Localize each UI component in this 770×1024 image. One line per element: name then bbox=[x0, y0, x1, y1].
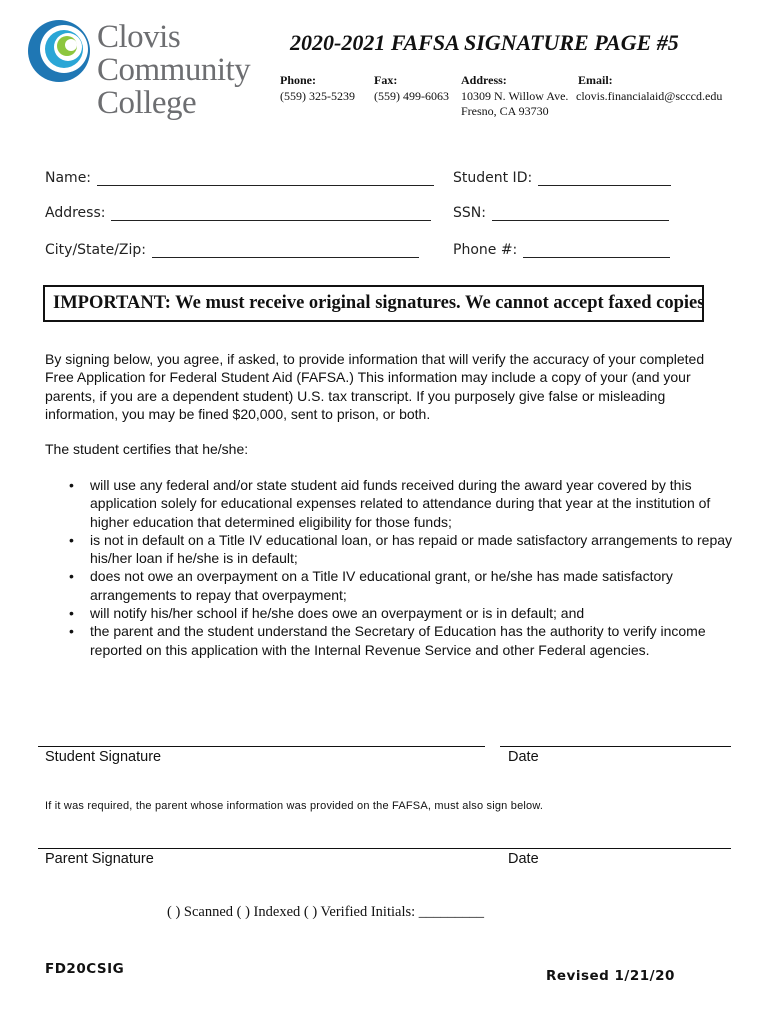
bullet-icon: • bbox=[69, 531, 74, 548]
address-field-label: Address: bbox=[45, 205, 106, 221]
address-label: Address: bbox=[461, 73, 507, 87]
list-item-text: will notify his/her school if he/she does owe an overpayment or is in default; and bbox=[90, 605, 585, 622]
city-state-zip-label: City/State/Zip: bbox=[45, 242, 147, 258]
office-use-checklist: ( ) Scanned ( ) Indexed ( ) Verified Initials: _________ bbox=[167, 904, 485, 920]
phone-value: (559) 325-5239 bbox=[280, 89, 355, 103]
phone-field[interactable] bbox=[453, 242, 670, 258]
name-label: Name: bbox=[45, 170, 92, 186]
bullet-icon: • bbox=[69, 623, 74, 640]
student-id-field[interactable] bbox=[453, 170, 671, 186]
list-item bbox=[45, 622, 735, 659]
logo-text-clovis: Clovis bbox=[97, 19, 181, 55]
parent-date-label: Date bbox=[508, 851, 539, 867]
college-logo-icon bbox=[26, 18, 92, 84]
parent-note: If it was required, the parent whose information was provided on the FAFSA, must also sign below. bbox=[45, 800, 544, 812]
page-title: 2020-2021 FAFSA SIGNATURE PAGE #5 bbox=[290, 30, 679, 55]
logo-text-community: Community bbox=[97, 52, 251, 88]
revised-date: Revised 1/21/20 bbox=[546, 968, 675, 984]
list-item-text: does not owe an overpayment on a Title IV educational grant, or he/she has made satisfactory arrangements to repay that overpayment; bbox=[90, 568, 673, 603]
bullet-icon: • bbox=[69, 605, 74, 622]
list-item-text: will use any federal and/or state student aid funds received during the award year covered by this application solely for educational expenses related to attendance during that year at the institution of higher education that determined eligibility for those funds; bbox=[90, 477, 711, 530]
address-line[interactable] bbox=[111, 206, 431, 221]
email-label: Email: bbox=[578, 73, 613, 87]
fax-label: Fax: bbox=[374, 73, 398, 87]
ssn-label: SSN: bbox=[453, 205, 486, 221]
address-line1: 10309 N. Willow Ave. bbox=[461, 89, 569, 103]
intro-paragraph: By signing below, you agree, if asked, to provide information that will verify the accuracy of your completed Free Application for Federal Student Aid (FAFSA.) This information may include a copy of your (and your parents, if you are a dependent student) U.S. tax transcript. If you purposely give false or misleading information, you may be fined $20,000, sent to prison, or both. bbox=[45, 351, 705, 422]
email-value: clovis.financialaid@scccd.edu bbox=[576, 89, 723, 103]
student-date-label: Date bbox=[508, 749, 539, 765]
ssn-line[interactable] bbox=[492, 206, 669, 221]
important-notice: IMPORTANT: We must receive original signatures. We cannot accept faxed copies bbox=[43, 285, 704, 322]
parent-signature-line[interactable] bbox=[38, 848, 731, 849]
student-id-label: Student ID: bbox=[453, 170, 533, 186]
ssn-field[interactable] bbox=[453, 205, 669, 221]
student-date-line[interactable] bbox=[500, 746, 731, 747]
address-field[interactable] bbox=[45, 205, 431, 221]
list-item bbox=[45, 531, 735, 568]
address-line2: Fresno, CA 93730 bbox=[461, 104, 549, 118]
city-state-zip-line[interactable] bbox=[152, 243, 419, 258]
list-item-text: the parent and the student understand the Secretary of Education has the authority to verify income reported on this application with the Internal Revenue Service and other Federal agencies. bbox=[90, 623, 706, 658]
parent-signature-label: Parent Signature bbox=[45, 851, 154, 867]
list-item bbox=[45, 476, 735, 531]
form-code: FD20CSIG bbox=[45, 961, 125, 977]
phone-field-label: Phone #: bbox=[453, 242, 518, 258]
name-field[interactable] bbox=[45, 170, 434, 186]
bullet-icon: • bbox=[69, 477, 74, 493]
logo-text-college: College bbox=[97, 85, 197, 121]
city-state-zip-field[interactable] bbox=[45, 242, 419, 258]
certification-list bbox=[45, 476, 735, 659]
list-item bbox=[45, 567, 735, 604]
phone-label: Phone: bbox=[280, 73, 316, 87]
student-signature-label: Student Signature bbox=[45, 749, 162, 765]
student-id-line[interactable] bbox=[538, 171, 671, 186]
student-signature-line[interactable] bbox=[38, 746, 485, 747]
list-item bbox=[45, 604, 735, 622]
list-item-text: is not in default on a Title IV educational loan, or has repaid or made satisfactory arrangements to repay his/her loan if he/she is in default; bbox=[90, 531, 733, 567]
bullet-icon: • bbox=[69, 568, 74, 585]
name-line[interactable] bbox=[97, 171, 434, 186]
fax-value: (559) 499-6063 bbox=[374, 89, 449, 103]
certifies-heading: The student certifies that he/she: bbox=[45, 441, 249, 457]
phone-line[interactable] bbox=[523, 243, 670, 258]
